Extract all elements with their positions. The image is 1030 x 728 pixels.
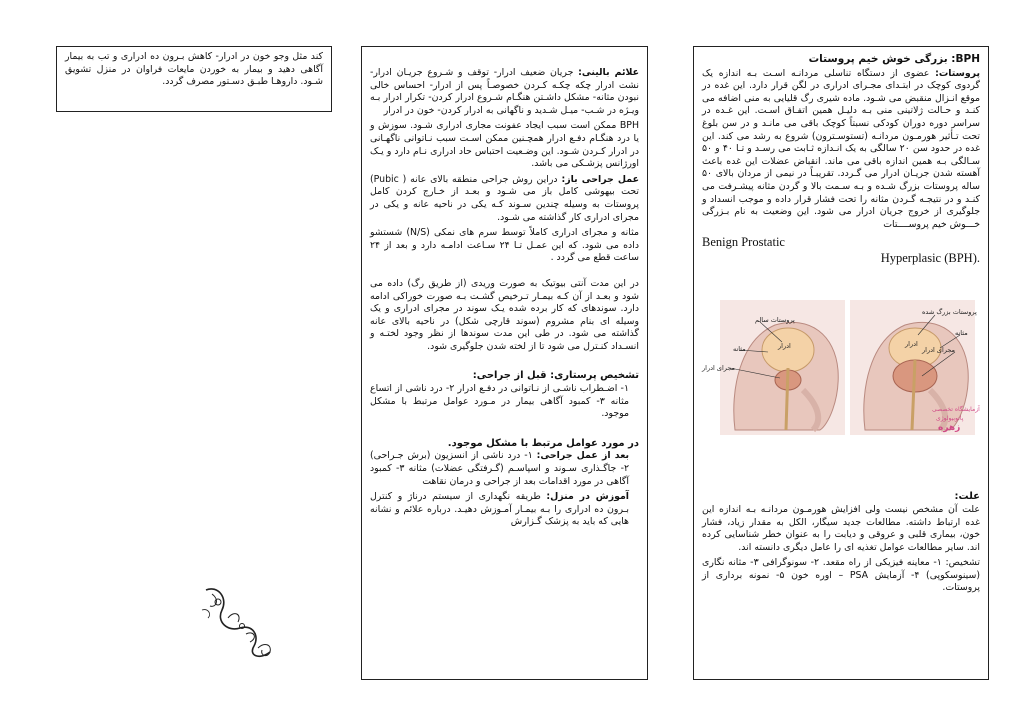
latin-term-2: Hyperplasic (BPH). [880,251,980,266]
signs-text: جریان ضعیف ادرار- توقف و شـروع جریـان ادرار- نشت ادرار چکه چکـه کـردن خصوصـاً پس از ادرار- احساس خالی نبودن مثانه- مشکل داشـتن هنگـام شـروع ادرار کردن- تکرار ادرار بـه ویـژه در شـب- میـل شـدید و ناگهانی به ادرار کردن- خون در ادرار [370,67,639,116]
after-surgery-paragraph [370,450,639,488]
left-panel-text: کند مثل وجو خون در ادرار- کاهش بـرون ده ادراری و تب به بیمار آگاهی دهید و بیمار به خوردن مایعات فراوان در منزل تشویق شـود. داروهـا طبـق دسـتور مصرف گردد. [65,51,323,88]
prostate-label: پروستات: [935,67,981,79]
bph-complication-text: BPH ممکن است سبب ایجاد عفونت مجاری ادراری شـود. سوزش و یا درد هنگـام دفـع ادرار همچـنین ممکن اسـت سبب نـاتوانی ناگهـانی در ادرار کـردن شـود. این وضـعیت احتباس حاد ادراری نـام دارد و یـک اورژانس پزشـکی می باشد. [370,120,639,170]
surgery-text: دراین روش جراحی منطقه بالای عانه ( Pubic) تحت بیهوشی کامل باز می شـود و بعـد از خـارج کردن کامل پروستات به وسیله چندین سـوند کـه یکی در ناحیه عانه و یکی در مجرای ادراری کار گذاشته می شـود. [370,173,639,223]
label-urethra-left: مجرای ادرار [702,364,736,373]
after-surgery-label: بعد از عمل جراحی: [536,450,630,462]
watermark-line-2: پاتوبیولوژی [936,415,964,423]
cause-title: علت: [954,491,980,503]
right-panel [693,46,989,680]
antibiotic-text: در این مدت آنتی بیوتیک به صورت وریدی (از طریق رگ) داده می شود و بعـد از آن کـه بیمـار تـرخیص گشـت بـه صورت خوراکی ادامه دارد. سوندهای که کار برده شده یـک سوند در مجرای ادراری و یک وسیله ای بنام مشروم (سوند قارچی شکل) در ناحیه بالای عانه گذاشته می شود. در طی این مدت سوندها از نظر وجود لختـه و انسـداد کنـترل می شود تا از لخته شدن جلوگیری شود. [370,277,639,352]
prostate-paragraph [702,68,980,232]
prostate-text: عضوی از دستگاه تناسلی مردانـه اسـت بـه اندازه یک گردوی کوچک در ابتـدای مجـرای ادراری در لگن قرار دارد. این غده در موقع انـزال منقبض می شـود. ماده شیری رگ قلیایی به منی اضافه می کنـد و حـالت ژلاتینی منی بـه دلیـل همین اتفـاق اسـت. این غـده در سراسر دوره دوران کودکی نسبتاً کوچک باقی می مانـد و در سن بلوغ تحت تـأثیر هورمـون مردانـه (تستوسـترون) شروع به رشد می کند. این غده در حدود سن ۲۰ سالگی به یک انـدازه ثـابت می رسـد و تـا ۴۰ و ۵۰ سـالگی بـه همین اندازه باقی می ماند. انقباض عضلات این غده باعث آهسته شدن جریـان ادرار می گـردد. تقریبـاً در نیمی از مردان بالای ۵۰ ساله پروستات بزرگ شـده و بـه سـمت بالا و گردن مثانه پیشـرفت می کنـد و در نتیجـه گـردن مثانه را تحت فشار قرار داده و موجب انسداد و جلوگیری از خروج جریان ادرار می شود. این وضعیت به نام بـزرگی خـــوش خیم پروســــتات [702,67,980,230]
left-panel [56,46,332,112]
watermark-line-1: آزمایشگاه تخصصی [932,406,980,414]
home-education-label: آموزش در منزل: [546,491,630,503]
related-factors-title: در مورد عوامل مرتبط با مشکل موجود. [447,437,639,449]
home-education-paragraph [370,491,639,529]
bladder-wash-text: مثانه و مجرای ادراری کاملاً توسط سرم های نمکی (N/S) شستشو داده می شود. که این عمـل تـا ۲۴ سـاعت ادامـه دارد و بعد از ۲۴ ساعت قطع می گردد . [370,227,639,264]
prostate-illustration [700,300,980,435]
latin-term-1: Benign Prostatic [702,235,785,250]
label-bladder-right: مثانه [955,329,968,338]
nursing-diagnosis-title: تشخیص پرستاری: قبل از جراحی: [472,370,639,382]
label-bladder-left: مثانه [733,345,746,354]
floral-ornament-icon [198,580,278,660]
watermark-logo-text: زهره [938,423,961,434]
label-enlarged-prostate: پروستات بزرگ شده [922,308,977,317]
label-urethra-right: مجرای ادرار [922,346,956,355]
bph-title: BPH: بزرگی خوش خیم پروستات [808,53,980,65]
label-normal-prostate: پروستات سالم [755,316,795,325]
home-education-text: طریقه نگهداری از سیستم درناژ و کنترل بـرون ده ادراری را بـه بیمـار آمـوزش دهیـد. درباره علائم و نشانه هایی که باید به پزشک گـزارش [370,491,629,528]
surgery-label: عمل جراحی باز: [561,173,639,185]
label-urine-right: ادرار [905,340,918,349]
label-urine-left: ادرار [778,342,791,351]
nursing-diagnosis-text: ۱- اضـطراب ناشـی از نـاتوانی در دفـع ادرار ۲- درد ناشی از اتساع مثانه ۳- کمبود آگاهی بیمار در مـورد عوامل مرتبط با مشکل موجود. [370,383,629,420]
cause-text: علت آن مشخص نیست ولی افزایش هورمـون مردانـه بـه اندازه این غده ارتباط داشته. مطالعات جدید سیگار، الکل به مقدار زیاد، فشار خون، بیماری قلبی و عروقی و دیابت را به عنوان خطر شناسایی کرده اند. سایر مطالعات عوامل تغذیه ای را عامل دیگری دانسته اند. [702,503,980,553]
middle-panel [361,46,648,680]
signs-paragraph [370,67,639,117]
signs-label: علائم بالینی: [578,67,640,78]
after-surgery-text: ۱- درد ناشی از انسزیون (برش جـراحی) ۲- جاگـذاری سـوند و اسپاسـم (گـرفتگی عضلات) مثانه ۳- کمبود آگاهی در مورد اقدامات بعد از جراحی و درمان نقاهت [370,450,630,487]
diagnosis-text: تشخیص: ۱- معاینه فیزیکی از راه مقعد. ۲- سونوگرافی ۳- مثانه نگاری (سینوسکوپی) ۴- آزمایش PSA – اوره خون ۵- نمونه برداری از پروستات. [702,557,981,594]
surgery-paragraph [370,174,639,224]
